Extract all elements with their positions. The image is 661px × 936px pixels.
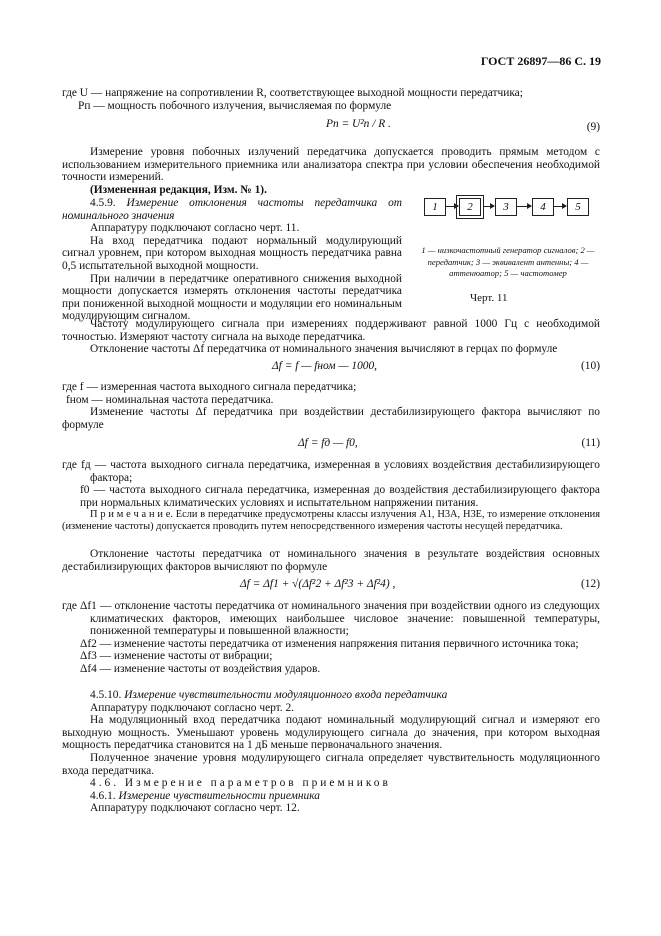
diagram-box-2: 2: [459, 198, 481, 216]
section-4-5-9-heading: [62, 197, 402, 222]
section-4-5-10: [62, 689, 600, 815]
text-where-fd: где fд — частота выходного сигнала передатчика, измеренная в условиях воздействия дестабилизирующего фактора;: [62, 459, 600, 484]
section-4-5-9-number: 4.5.9.: [90, 197, 116, 209]
formula-11: Δf = fд — f0,: [298, 437, 358, 449]
text-where-df1: где Δf1 — отклонение частоты передатчика от номинального значения при воздействии одного из следующих климатических факторов, имеющих наибольшее числовое значение: повышенной температуры, пониженной температуры и повышенной влажности;: [62, 600, 600, 638]
diagram-arrow: [517, 206, 531, 207]
diagram-box-3: 3: [495, 198, 517, 216]
formula-11-number: (11): [581, 437, 600, 449]
formula-12: Δf = Δf1 + √(Δf²2 + Δf²3 + Δf²4) ,: [240, 578, 396, 590]
text-df2: Δf2 — изменение частоты передатчика от изменения напряжения питания первичного источника тока;: [80, 637, 579, 650]
section-4-6-heading: 4.6. Измерение параметров приемников: [90, 777, 391, 790]
text-df3: Δf3 — изменение частоты от вибрации;: [80, 650, 273, 663]
diagram-arrow: [484, 206, 494, 207]
text-fnom: fном — номинальная частота передатчика.: [66, 393, 274, 406]
paragraph-main-factors: [62, 548, 600, 573]
formula-10: Δf = f — fном — 1000,: [272, 360, 378, 372]
note-text: П р и м е ч а н и е. Если в передатчике предусмотрены классы излучения А1, Н3А, Н3Е, то измерение отклонения (изменение частоты) допускается проводить путем непосредственного измерения частоты несущей передатчика.: [62, 509, 600, 532]
text-main-factors: Отклонение частоты передатчика от номинального значения в результате воздействия основных дестабилизирующих факторов вычисляют по формуле: [62, 548, 600, 573]
diagram-legend: 1 — низкочастотный генератор сигналов; 2 — передатчик; 3 — эквивалент антенны; 4 — аттенюатор; 5 — частотомер: [421, 245, 595, 278]
formula-9-number: (9): [586, 121, 600, 133]
section-4-6-1-number: 4.6.1.: [90, 789, 116, 802]
diagram-caption: Черт. 11: [470, 292, 508, 304]
section-4-6-1-heading: [62, 790, 600, 803]
section-4-5-10-title: Измерение чувствительности модуляционного входа передатчика: [124, 689, 448, 701]
text-deviation-formula-intro: Отклонение частоты Δf передатчика от номинального значения вычисляют в герцах по формуле: [90, 343, 558, 356]
paragraph-where-fd: [62, 459, 600, 509]
diagram-box-4: 4: [532, 198, 554, 216]
text-where-f: где f — измеренная частота выходного сигнала передатчика;: [62, 381, 357, 393]
text-spurious-measurement: Измерение уровня побочных излучений передатчика допускается проводить прямым методом с использованием измерительного приемника или анализатора спектра при условии обеспечения необходимой точности измерений.: [62, 146, 600, 184]
paragraph-where-f: [62, 381, 600, 431]
text-reduced-power: При наличии в передатчике оперативного снижения выходной мощности допускается измерять отклонения частоты передатчика при пониженной выходной мощности и модуляции его номинальным модулирующим сигналом.: [62, 272, 402, 323]
section-4-6-1-title: Измерение чувствительности приемника: [118, 789, 320, 802]
section-4-5-10-number: 4.5.10.: [90, 689, 122, 701]
section-4-5-9: [62, 197, 402, 323]
diagram-box-1: 1: [424, 198, 446, 216]
text-modulation-input: На модуляционный вход передатчика подают номинальный модулирующий сигнал и измеряют его выходную мощность. Уменьшают уровень модулирующего сигнала до значения, при котором выходная мощность передатчика становится на 1 дБ меньше первоначального значения.: [62, 714, 600, 752]
section-4-5-10-heading: [62, 689, 600, 702]
block-diagram-fig11: [424, 198, 594, 220]
formula-12-number: (12): [581, 578, 600, 590]
text-connect-fig2: Аппаратуру подключают согласно черт. 2.: [90, 701, 295, 714]
section-4-5-9-title: Измерение отклонения частоты передатчика от номинального значения: [62, 197, 402, 222]
formula-10-number: (10): [581, 360, 600, 372]
text-destabilizing-intro: Изменение частоты Δf передатчика при воздействии дестабилизирующего фактора вычисляют по формуле: [62, 406, 600, 431]
text-amendment: (Измененная редакция, Изм. № 1).: [90, 183, 267, 196]
text-pp-definition: Pп — мощность побочного излучения, вычисляемая по формуле: [78, 99, 392, 112]
text-f0: f0 — частота выходного сигнала передатчика, измеренная до воздействия дестабилизирующего фактора при нормальных климатических условиях и испытательном напряжении питания.: [80, 484, 600, 509]
note-block: [62, 509, 600, 532]
paragraph-voltage: [62, 87, 600, 112]
text-connect-fig12: Аппаратуру подключают согласно черт. 12.: [90, 802, 300, 815]
text-sensitivity-result: Полученное значение уровня модулирующего сигнала определяет чувствительность модуляционного входа передатчика.: [62, 751, 600, 777]
formula-9: Pп = U²п / R .: [326, 118, 391, 130]
paragraph-spurious: [62, 146, 600, 196]
text-input-signal: На вход передатчика подают нормальный модулирующий сигнал уровнем, при котором выходная мощность передатчика равна 0,5 испытательной выходной мощности.: [62, 234, 402, 272]
paragraph-frequency: [62, 318, 600, 356]
diagram-arrow: [554, 206, 566, 207]
paragraph-where-df: [62, 600, 600, 676]
text-connect-fig11: Аппаратуру подключают согласно черт. 11.: [90, 222, 300, 235]
page-header: ГОСТ 26897—86 С. 19: [480, 54, 601, 68]
diagram-arrow: [446, 206, 458, 207]
text-df4: Δf4 — изменение частоты от воздействия ударов.: [80, 662, 321, 675]
text-where-u: где U — напряжение на сопротивлении R, соответствующее выходной мощности передатчика;: [62, 87, 523, 99]
text-modulating-frequency: Частоту модулирующего сигнала при измерениях поддерживают равной 1000 Гц с необходимой точностью. Измеряют частоту сигнала на выходе передатчика.: [62, 318, 600, 343]
diagram-box-5: 5: [567, 198, 589, 216]
